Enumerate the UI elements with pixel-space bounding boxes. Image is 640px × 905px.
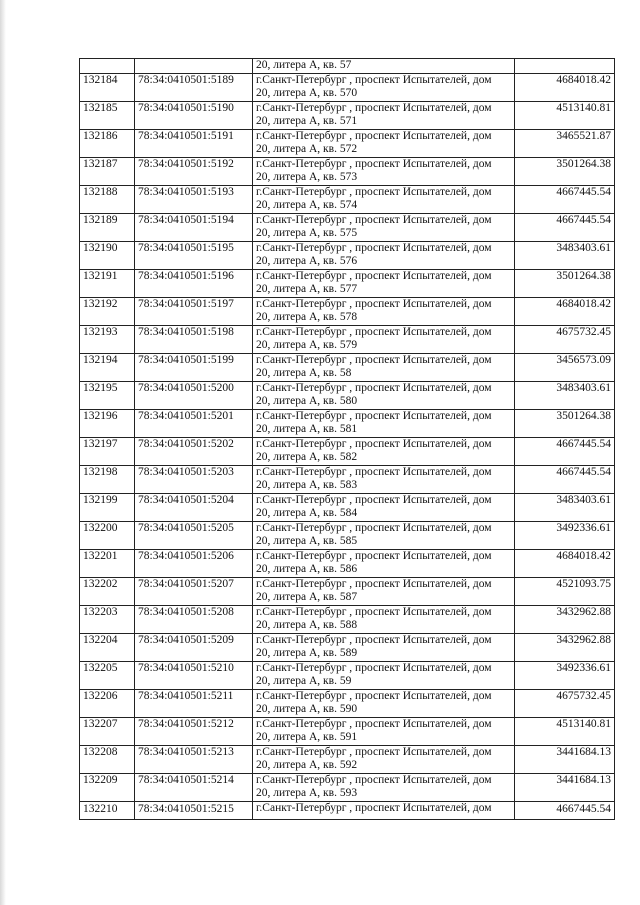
- table-row: [80, 325, 615, 353]
- address-line-1: г.Санкт-Петербург , проспект Испытателей, дом: [256, 773, 492, 786]
- value-cell: 3441684.13: [515, 745, 615, 773]
- cadastral-number-cell: 78:34:0410501:5198: [135, 325, 253, 353]
- cadastral-number-cell: 78:34:0410501:5190: [135, 101, 253, 129]
- address-cell: [253, 605, 515, 633]
- value-cell: 3483403.61: [515, 241, 615, 269]
- table-row: [80, 269, 615, 297]
- row-number-cell: 132193: [80, 325, 135, 353]
- address-cell: [253, 409, 515, 437]
- address-cell: [253, 745, 515, 773]
- address-line-1: г.Санкт-Петербург , проспект Испытателей, дом: [256, 101, 492, 114]
- cadastral-number-cell: 78:34:0410501:5212: [135, 717, 253, 745]
- row-number-cell: 132188: [80, 185, 135, 213]
- value-cell: 3501264.38: [515, 269, 615, 297]
- cadastral-number-cell: 78:34:0410501:5211: [135, 689, 253, 717]
- address-line-1: г.Санкт-Петербург , проспект Испытателей, дом: [256, 353, 492, 366]
- row-number-cell: 132196: [80, 409, 135, 437]
- address-cell: [253, 577, 515, 605]
- address-line-2: 20, литера А, кв. 585: [256, 535, 358, 547]
- row-number-cell: 132189: [80, 213, 135, 241]
- cadastral-number-cell: 78:34:0410501:5208: [135, 605, 253, 633]
- cadastral-number-cell: 78:34:0410501:5206: [135, 549, 253, 577]
- cadastral-number-cell: 78:34:0410501:5205: [135, 521, 253, 549]
- table-row: [80, 689, 615, 717]
- address-line-2: 20, литера А, кв. 588: [256, 619, 358, 631]
- table-row: [80, 381, 615, 409]
- cadastral-number-cell: 78:34:0410501:5195: [135, 241, 253, 269]
- row-number-cell: 132208: [80, 745, 135, 773]
- address-line-1: г.Санкт-Петербург , проспект Испытателей, дом: [256, 521, 492, 534]
- address-line-2: 20, литера А, кв. 577: [256, 283, 358, 295]
- address-line-2: 20, литера А, кв. 586: [256, 563, 358, 575]
- table-row: [80, 605, 615, 633]
- value-cell: 4513140.81: [515, 717, 615, 745]
- table-row: [80, 157, 615, 185]
- address-line-2: 20, литера А, кв. 592: [256, 759, 358, 771]
- cadastral-number-cell: 78:34:0410501:5194: [135, 213, 253, 241]
- address-line-2: 20, литера А, кв. 590: [256, 703, 358, 715]
- address-cell: [253, 269, 515, 297]
- address-line-2: 20, литера А, кв. 576: [256, 255, 358, 267]
- value-cell: 4684018.42: [515, 73, 615, 101]
- row-number-cell: 132185: [80, 101, 135, 129]
- value-cell: 4667445.54: [515, 437, 615, 465]
- address-line-1: г.Санкт-Петербург , проспект Испытателей, дом: [256, 437, 492, 450]
- value-cell: 4667445.54: [515, 213, 615, 241]
- cadastral-number-cell: 78:34:0410501:5199: [135, 353, 253, 381]
- scan-edge-shadow: [0, 0, 6, 905]
- address-line-1: г.Санкт-Петербург , проспект Испытателей, дом: [256, 745, 492, 758]
- value-cell: 3432962.88: [515, 633, 615, 661]
- table-row: [80, 465, 615, 493]
- address-line-2: 20, литера А, кв. 591: [256, 731, 358, 743]
- value-cell: 3456573.09: [515, 353, 615, 381]
- address-line-2: 20, литера А, кв. 57: [256, 59, 352, 71]
- table-row: [80, 437, 615, 465]
- row-number-cell: 132204: [80, 633, 135, 661]
- address-cell: [253, 549, 515, 577]
- address-line-1: г.Санкт-Петербург , проспект Испытателей, дом: [256, 577, 492, 590]
- row-number-cell: 132184: [80, 73, 135, 101]
- cadastral-number-cell: 78:34:0410501:5192: [135, 157, 253, 185]
- row-number-cell: 132206: [80, 689, 135, 717]
- address-line-1: г.Санкт-Петербург , проспект Испытателей, дом: [256, 409, 492, 422]
- table-row: [80, 241, 615, 269]
- address-cell: [253, 801, 515, 819]
- row-number-cell: 132197: [80, 437, 135, 465]
- cadastral-number-cell: 78:34:0410501:5191: [135, 129, 253, 157]
- table-row: [80, 353, 615, 381]
- table-row: [80, 549, 615, 577]
- address-line-2: 20, литера А, кв. 580: [256, 395, 358, 407]
- cadastral-number-cell: 78:34:0410501:5213: [135, 745, 253, 773]
- address-line-2: 20, литера А, кв. 575: [256, 227, 358, 239]
- value-cell: 4675732.45: [515, 325, 615, 353]
- table-row: [80, 801, 615, 819]
- row-number-cell: 132202: [80, 577, 135, 605]
- address-line-1: г.Санкт-Петербург , проспект Испытателей, дом: [256, 325, 492, 338]
- cadastral-number-cell: 78:34:0410501:5204: [135, 493, 253, 521]
- cadastral-number-cell: 78:34:0410501:5189: [135, 73, 253, 101]
- value-cell: 3432962.88: [515, 605, 615, 633]
- value-cell: 3483403.61: [515, 381, 615, 409]
- cadastral-number-cell: 78:34:0410501:5203: [135, 465, 253, 493]
- table-row: [80, 633, 615, 661]
- address-cell: [253, 437, 515, 465]
- value-cell: 4667445.54: [515, 801, 615, 819]
- address-line-1: г.Санкт-Петербург , проспект Испытателей, дом: [256, 213, 492, 226]
- table-row: [80, 661, 615, 689]
- address-line-1: г.Санкт-Петербург , проспект Испытателей, дом: [256, 129, 492, 142]
- row-number-cell: 132209: [80, 773, 135, 801]
- table-row: [80, 129, 615, 157]
- value-cell: 3492336.61: [515, 521, 615, 549]
- value-cell: 4667445.54: [515, 465, 615, 493]
- value-cell: 4675732.45: [515, 689, 615, 717]
- address-cell: [253, 129, 515, 157]
- table-row-continued: [80, 59, 615, 74]
- row-number-cell: 132207: [80, 717, 135, 745]
- address-line-2: 20, литера А, кв. 571: [256, 115, 358, 127]
- row-number-cell: 132198: [80, 465, 135, 493]
- address-line-1: г.Санкт-Петербург , проспект Испытателей, дом: [256, 241, 492, 254]
- table-row: [80, 745, 615, 773]
- address-cell: [253, 717, 515, 745]
- address-line-1: г.Санкт-Петербург , проспект Испытателей, дом: [256, 381, 492, 394]
- table-row: [80, 297, 615, 325]
- value-cell: 3483403.61: [515, 493, 615, 521]
- address-line-2: 20, литера А, кв. 59: [256, 675, 352, 687]
- address-cell: [253, 493, 515, 521]
- address-line-2: 20, литера А, кв. 578: [256, 311, 358, 323]
- address-cell: [253, 689, 515, 717]
- address-line-2: 20, литера А, кв. 58: [256, 367, 352, 379]
- cadastral-number-cell: 78:34:0410501:5214: [135, 773, 253, 801]
- cadastral-number-cell: 78:34:0410501:5193: [135, 185, 253, 213]
- row-number-cell: 132190: [80, 241, 135, 269]
- table-row: [80, 577, 615, 605]
- value-cell: [515, 59, 615, 74]
- address-line-1: г.Санкт-Петербург , проспект Испытателей, дом: [256, 661, 492, 674]
- address-cell: [253, 213, 515, 241]
- address-line-1: г.Санкт-Петербург , проспект Испытателей, дом: [256, 605, 492, 618]
- cadastral-number-cell: 78:34:0410501:5196: [135, 269, 253, 297]
- address-line-1: г.Санкт-Петербург , проспект Испытателей, дом: [256, 73, 492, 86]
- address-line-1: г.Санкт-Петербург , проспект Испытателей, дом: [256, 689, 492, 702]
- row-number-cell: [80, 59, 135, 74]
- address-line-1: г.Санкт-Петербург , проспект Испытателей, дом: [256, 549, 492, 562]
- address-cell: [253, 73, 515, 101]
- row-number-cell: 132203: [80, 605, 135, 633]
- table-row: [80, 409, 615, 437]
- address-line-1: г.Санкт-Петербург , проспект Испытателей, дом: [256, 717, 492, 730]
- row-number-cell: 132186: [80, 129, 135, 157]
- cadastral-number-cell: 78:34:0410501:5207: [135, 577, 253, 605]
- row-number-cell: 132195: [80, 381, 135, 409]
- row-number-cell: 132191: [80, 269, 135, 297]
- table-row: [80, 185, 615, 213]
- address-cell: [253, 521, 515, 549]
- value-cell: 4521093.75: [515, 577, 615, 605]
- row-number-cell: 132194: [80, 353, 135, 381]
- address-cell: [253, 353, 515, 381]
- address-line-1: г.Санкт-Петербург , проспект Испытателей, дом: [256, 185, 492, 198]
- address-line-2: 20, литера А, кв. 579: [256, 339, 358, 351]
- address-cell: [253, 241, 515, 269]
- property-registry-table: [79, 58, 615, 820]
- table-row: [80, 101, 615, 129]
- row-number-cell: 132201: [80, 549, 135, 577]
- table-row: [80, 717, 615, 745]
- address-cell: [253, 157, 515, 185]
- address-line-1: г.Санкт-Петербург , проспект Испытателей, дом: [256, 465, 492, 478]
- table-row: [80, 521, 615, 549]
- address-cell: [253, 185, 515, 213]
- address-line-2: 20, литера А, кв. 587: [256, 591, 358, 603]
- cadastral-number-cell: 78:34:0410501:5202: [135, 437, 253, 465]
- address-line-2: 20, литера А, кв. 573: [256, 171, 358, 183]
- address-line-1: г.Санкт-Петербург , проспект Испытателей, дом: [256, 157, 492, 170]
- address-line-1: г.Санкт-Петербург , проспект Испытателей, дом: [256, 633, 492, 646]
- address-line-2: 20, литера А, кв. 581: [256, 423, 358, 435]
- address-cell: [253, 59, 515, 74]
- address-cell: [253, 465, 515, 493]
- address-line-1: г.Санкт-Петербург , проспект Испытателей, дом: [256, 801, 492, 814]
- row-number-cell: 132200: [80, 521, 135, 549]
- address-line-2: 20, литера А, кв. 574: [256, 199, 358, 211]
- row-number-cell: 132210: [80, 801, 135, 819]
- address-line-2: 20, литера А, кв. 583: [256, 479, 358, 491]
- value-cell: 3441684.13: [515, 773, 615, 801]
- value-cell: 3465521.87: [515, 129, 615, 157]
- value-cell: 4667445.54: [515, 185, 615, 213]
- table-row: [80, 213, 615, 241]
- address-line-2: 20, литера А, кв. 589: [256, 647, 358, 659]
- address-line-1: г.Санкт-Петербург , проспект Испытателей, дом: [256, 297, 492, 310]
- value-cell: 4684018.42: [515, 549, 615, 577]
- cadastral-number-cell: 78:34:0410501:5215: [135, 801, 253, 819]
- table-row: [80, 73, 615, 101]
- address-cell: [253, 633, 515, 661]
- table-row: [80, 493, 615, 521]
- address-line-2: 20, литера А, кв. 582: [256, 451, 358, 463]
- row-number-cell: 132205: [80, 661, 135, 689]
- row-number-cell: 132199: [80, 493, 135, 521]
- cadastral-number-cell: 78:34:0410501:5201: [135, 409, 253, 437]
- address-line-2: 20, литера А, кв. 570: [256, 87, 358, 99]
- address-line-2: 20, литера А, кв. 593: [256, 787, 358, 799]
- address-line-1: г.Санкт-Петербург , проспект Испытателей, дом: [256, 493, 492, 506]
- address-cell: [253, 661, 515, 689]
- value-cell: 3501264.38: [515, 157, 615, 185]
- row-number-cell: 132187: [80, 157, 135, 185]
- cadastral-number-cell: 78:34:0410501:5209: [135, 633, 253, 661]
- cadastral-number-cell: [135, 59, 253, 74]
- value-cell: 3492336.61: [515, 661, 615, 689]
- address-cell: [253, 101, 515, 129]
- table-row: [80, 773, 615, 801]
- value-cell: 4684018.42: [515, 297, 615, 325]
- row-number-cell: 132192: [80, 297, 135, 325]
- cadastral-number-cell: 78:34:0410501:5200: [135, 381, 253, 409]
- address-line-2: 20, литера А, кв. 572: [256, 143, 358, 155]
- address-cell: [253, 297, 515, 325]
- address-line-1: г.Санкт-Петербург , проспект Испытателей, дом: [256, 269, 492, 282]
- address-cell: [253, 381, 515, 409]
- cadastral-number-cell: 78:34:0410501:5210: [135, 661, 253, 689]
- value-cell: 4513140.81: [515, 101, 615, 129]
- cadastral-number-cell: 78:34:0410501:5197: [135, 297, 253, 325]
- value-cell: 3501264.38: [515, 409, 615, 437]
- address-cell: [253, 325, 515, 353]
- address-line-2: 20, литера А, кв. 584: [256, 507, 358, 519]
- address-cell: [253, 773, 515, 801]
